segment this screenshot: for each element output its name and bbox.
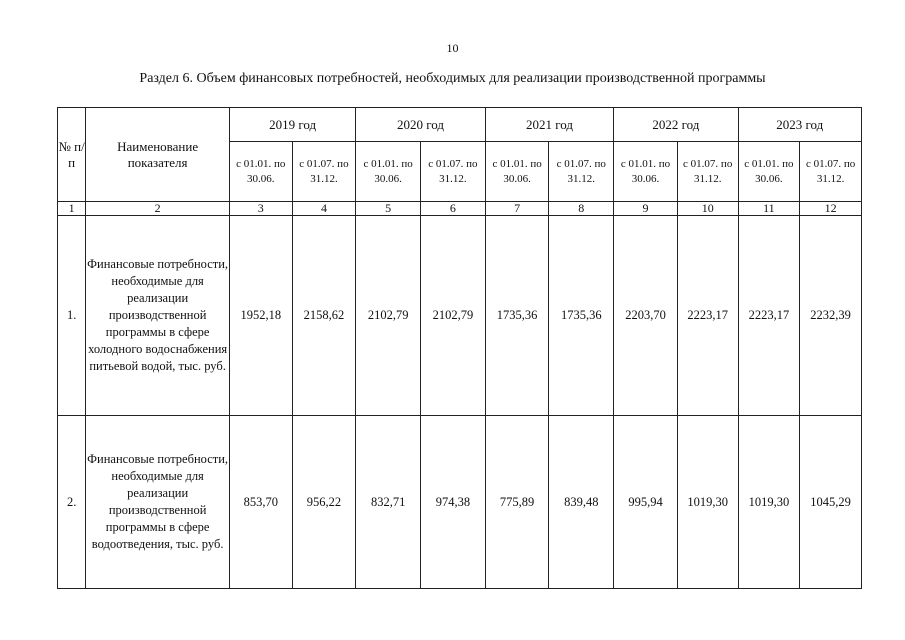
header-period-second-half: с 01.07. по 31.12. [677,142,738,202]
header-year: 2019 год [229,108,355,142]
header-period-first-half: с 01.01. по 30.06. [485,142,549,202]
table-row [58,416,862,589]
value-cell: 853,70 [229,416,292,589]
value-cell: 2102,79 [356,216,421,416]
column-index: 3 [229,202,292,216]
page-number: 10 [446,41,459,55]
value-cell: 2158,62 [292,216,356,416]
column-index: 7 [485,202,549,216]
column-index: 6 [421,202,486,216]
row-number: 2. [58,416,86,589]
header-period-first-half: с 01.01. по 30.06. [614,142,678,202]
value-cell: 956,22 [292,416,356,589]
value-cell: 2102,79 [421,216,486,416]
value-cell: 1735,36 [485,216,549,416]
header-period-first-half: с 01.01. по 30.06. [738,142,800,202]
row-indicator-name: Финансовые потребности, необходимые для реализации производственной программы в сфере холодного водоснабжения питьевой водой, тыс. руб. [86,216,230,416]
header-name: Наименование показателя [86,108,230,202]
header-period-second-half: с 01.07. по 31.12. [800,142,862,202]
value-cell: 1045,29 [800,416,862,589]
header-period-second-half: с 01.07. по 31.12. [292,142,356,202]
value-cell: 1019,30 [738,416,800,589]
financial-needs-table [57,107,862,589]
row-indicator-name: Финансовые потребности, необходимые для реализации производственной программы в сфере водоотведения, тыс. руб. [86,416,230,589]
column-index: 10 [677,202,738,216]
header-period-second-half: с 01.07. по 31.12. [549,142,614,202]
section-title: Раздел 6. Объем финансовых потребностей, необходимых для реализации производственной программы [139,71,766,86]
value-cell: 2232,39 [800,216,862,416]
value-cell: 2203,70 [614,216,678,416]
column-index: 11 [738,202,800,216]
header-period-first-half: с 01.01. по 30.06. [229,142,292,202]
value-cell: 2223,17 [677,216,738,416]
value-cell: 775,89 [485,416,549,589]
value-cell: 832,71 [356,416,421,589]
value-cell: 2223,17 [738,216,800,416]
column-index: 9 [614,202,678,216]
value-cell: 1735,36 [549,216,614,416]
header-year: 2021 год [485,108,613,142]
column-index-row [58,202,862,216]
column-index: 4 [292,202,356,216]
column-index: 2 [86,202,230,216]
header-year: 2020 год [356,108,485,142]
header-year: 2023 год [738,108,861,142]
value-cell: 1019,30 [677,416,738,589]
column-index: 8 [549,202,614,216]
value-cell: 839,48 [549,416,614,589]
value-cell: 1952,18 [229,216,292,416]
header-period-first-half: с 01.01. по 30.06. [356,142,421,202]
column-index: 5 [356,202,421,216]
column-index: 1 [58,202,86,216]
value-cell: 974,38 [421,416,486,589]
column-index: 12 [800,202,862,216]
header-year: 2022 год [614,108,738,142]
table-row [58,216,862,416]
header-period-second-half: с 01.07. по 31.12. [421,142,486,202]
value-cell: 995,94 [614,416,678,589]
header-num: № п/п [58,108,86,202]
row-number: 1. [58,216,86,416]
